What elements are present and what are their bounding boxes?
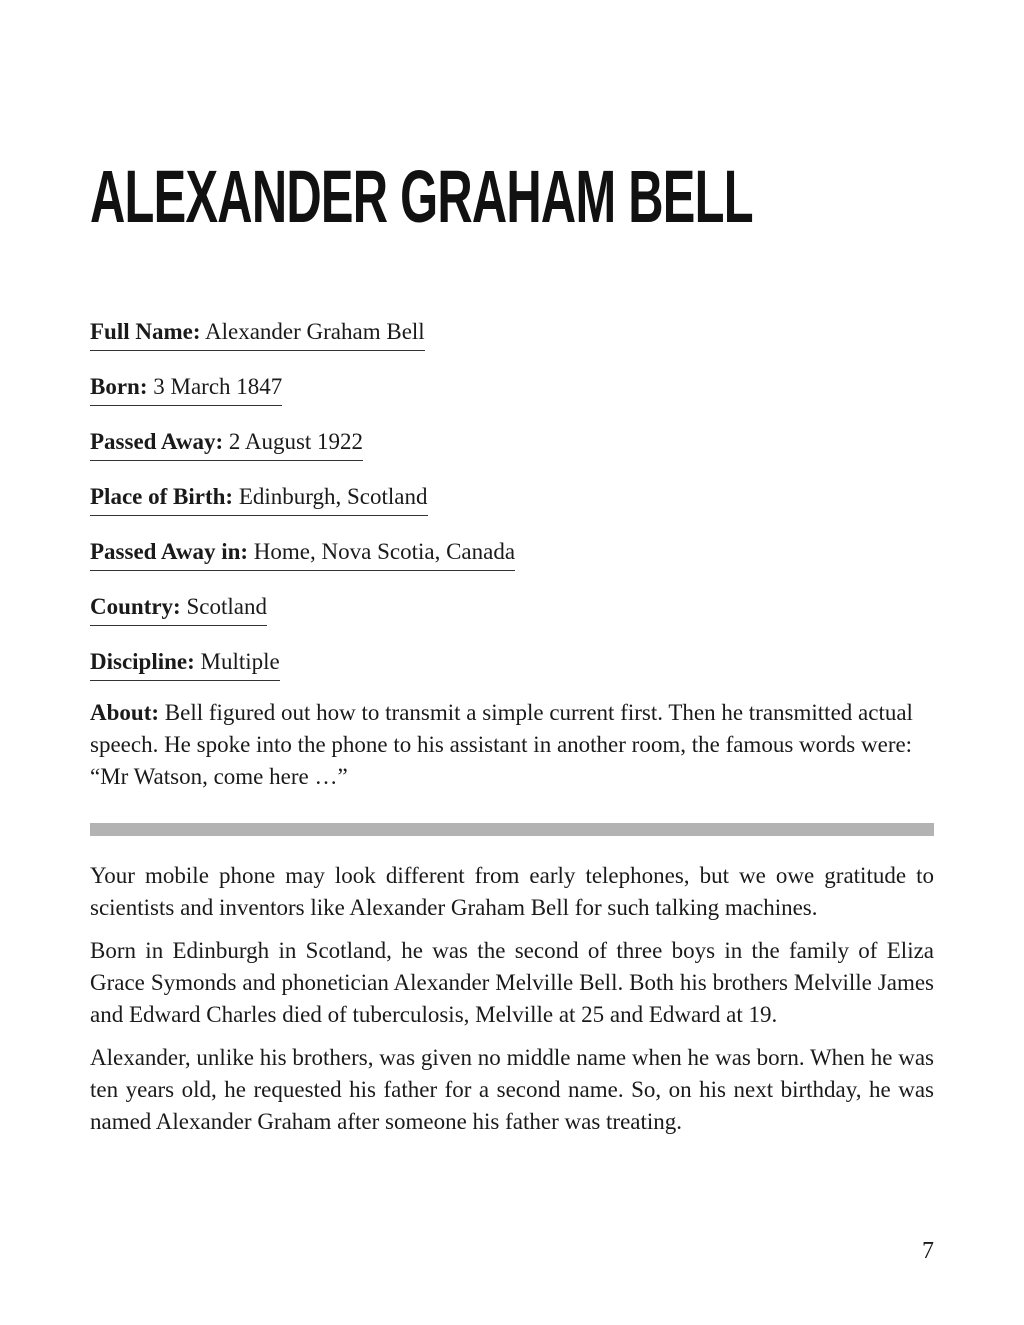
fact-full-name (90, 318, 425, 351)
fact-passed-away-in (90, 538, 515, 571)
body-paragraph: Alexander, unlike his brothers, was given no middle name when he was born. When he was ten years old, he requested his father for a second name. So, on his next birthday, he was named Alexander Graham after someone his father was treating. (90, 1045, 934, 1134)
fact-list (90, 318, 940, 793)
body-paragraph: Your mobile phone may look different from early telephones, but we owe gratitude to scientists and inventors like Alexander Graham Bell for such talking machines. (90, 863, 934, 920)
about-text: Bell figured out how to transmit a simple current first. Then he transmitted actual speech. He spoke into the phone to his assistant in another room, the famous words were: “Mr Watson, come here …” (90, 700, 913, 789)
page-number: 7 (922, 1238, 934, 1264)
fact-label: Country: (90, 594, 181, 619)
fact-value: Home, Nova Scotia, Canada (248, 539, 516, 564)
body-paragraph: Born in Edinburgh in Scotland, he was the second of three boys in the family of Eliza Grace Symonds and phonetician Alexander Melville Bell. Both his brothers Melville James and Edward Charles died of tuberculosis, Melville at 25 and Edward at 19. (90, 938, 934, 1027)
fact-value: Edinburgh, Scotland (233, 484, 428, 509)
fact-label: Place of Birth: (90, 484, 234, 509)
fact-label: Passed Away in: (90, 539, 249, 564)
body-text (90, 860, 934, 1149)
fact-country (90, 593, 267, 626)
fact-passed-away (90, 428, 363, 461)
fact-value: 3 March 1847 (147, 374, 283, 399)
fact-label: Born: (90, 374, 148, 399)
about-section (90, 697, 940, 793)
fact-value: Multiple (194, 649, 280, 674)
page-title: ALEXANDER GRAHAM BELL (90, 154, 753, 238)
fact-value: Scotland (180, 594, 267, 619)
about-label: About: (90, 700, 160, 725)
fact-value: 2 August 1922 (223, 429, 364, 454)
fact-label: Full Name: (90, 319, 201, 344)
fact-place-of-birth (90, 483, 428, 516)
fact-value: Alexander Graham Bell (200, 319, 425, 344)
fact-label: Passed Away: (90, 429, 224, 454)
fact-born (90, 373, 282, 406)
fact-label: Discipline: (90, 649, 195, 674)
section-divider (90, 823, 934, 836)
fact-discipline (90, 648, 280, 681)
